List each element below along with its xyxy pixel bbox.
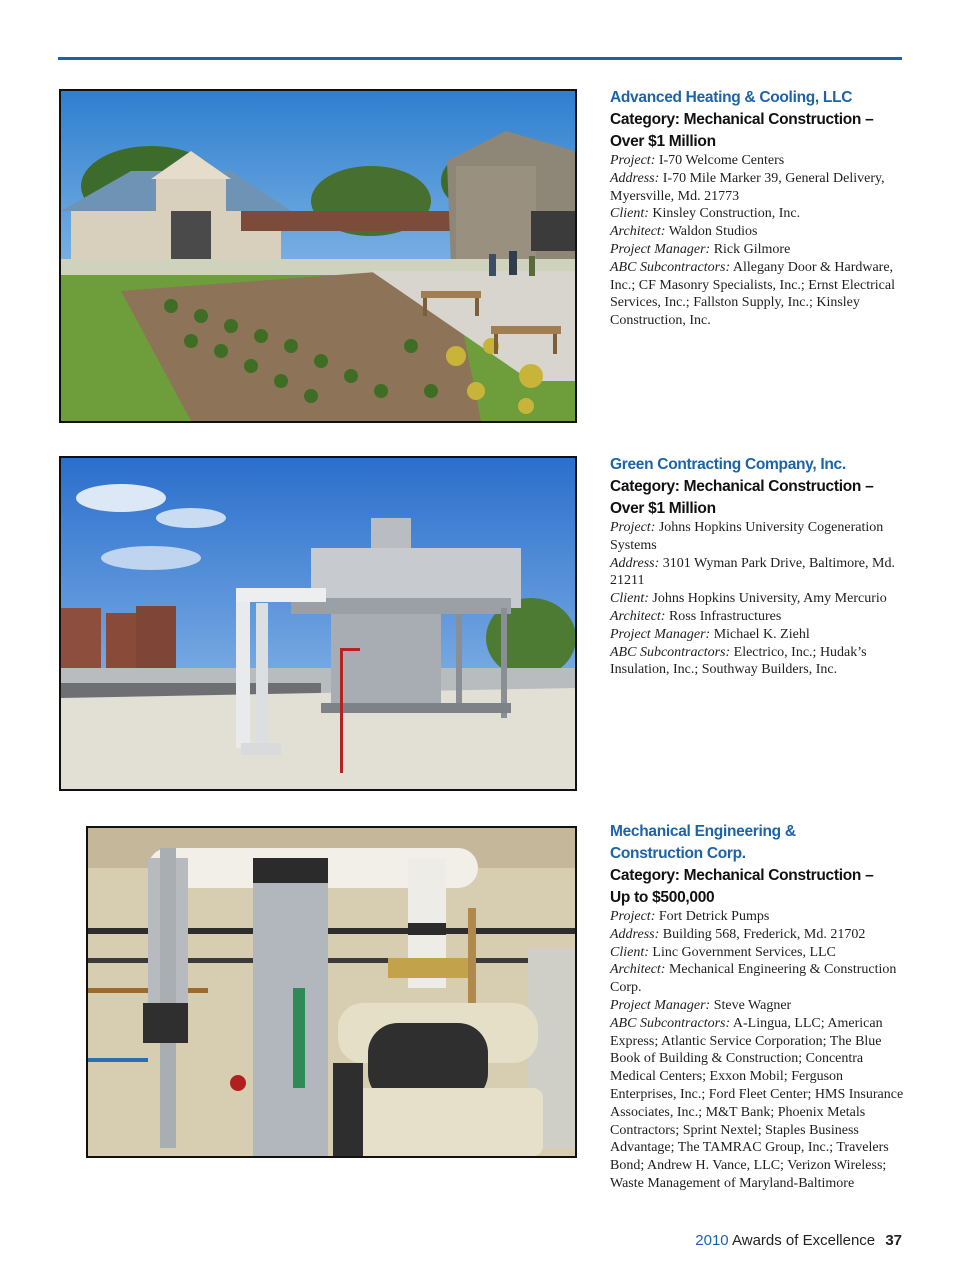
- project-line: [610, 152, 910, 170]
- project-line: [610, 519, 910, 555]
- project-value: Johns Hopkins University Cogeneration Systems: [610, 520, 884, 553]
- address-label: Address:: [610, 926, 660, 942]
- page-number: 37: [885, 1232, 902, 1249]
- project-manager-value: Michael K. Ziehl: [713, 626, 810, 642]
- project-manager-line: [610, 241, 910, 259]
- subcontractors-value: Allegany Door & Hardware, Inc.; CF Masonry Specialists, Inc.; Ernst Electrical Services, Inc.; Fallston Supply, Inc.; Kinsley Construction, Inc.: [610, 259, 895, 329]
- client-line: [610, 944, 910, 962]
- project-manager-line: [610, 997, 910, 1015]
- project-value: I-70 Welcome Centers: [658, 153, 785, 168]
- page-footer: [695, 1232, 902, 1249]
- address-line: [610, 555, 910, 591]
- company-name: Advanced Heating & Cooling, LLC: [610, 89, 853, 106]
- subcontractors-value: A-Lingua, LLC; American Express; Atlantic Service Corporation; The Blue Book of Building & Construction; Concentra Medical Centers; Exxon Mobil; Ferguson Enterprises, Inc.; Ford Fleet Center; HMS Insurance Associates, Inc.; M&T Bank; Phoenix Metals Contractors; Sprint Nextel; Staples Business Advantage; The TAMRAC Group, Inc.; Travelers Bond; Andrew H. Vance, LLC; Verizon Wireless; Waste Management of Maryland-Baltimore: [610, 1015, 904, 1191]
- entry-details: [610, 152, 910, 330]
- client-value: Linc Government Services, LLC: [652, 944, 836, 960]
- pump-room-photo: [86, 826, 577, 1158]
- address-label: Address:: [610, 555, 660, 571]
- company-name: Green Contracting Company, Inc.: [610, 456, 846, 473]
- client-label: Client:: [610, 944, 649, 960]
- project-line: [610, 908, 910, 926]
- cogeneration-rooftop-photo: [59, 456, 577, 791]
- project-manager-value: Steve Wagner: [713, 997, 792, 1013]
- company-name-line1: Mechanical Engineering &: [610, 823, 796, 840]
- category-line: Category: Mechanical Construction –: [610, 111, 874, 128]
- welcome-center-photo: [59, 89, 577, 423]
- subcontractors-label: ABC Subcontractors:: [610, 1015, 731, 1031]
- category-amount: Up to $500,000: [610, 888, 715, 906]
- address-line: [610, 926, 910, 944]
- client-label: Client:: [610, 206, 649, 222]
- subcontractors-line: [610, 644, 910, 680]
- project-value: Fort Detrick Pumps: [658, 909, 770, 924]
- header-rule: [58, 57, 902, 60]
- award-entry-2: [610, 454, 910, 679]
- entry-details: [610, 908, 910, 1193]
- project-manager-line: [610, 626, 910, 644]
- project-label: Project:: [610, 153, 656, 168]
- architect-line: [610, 961, 910, 997]
- architect-label: Architect:: [610, 962, 666, 978]
- subcontractors-label: ABC Subcontractors:: [610, 644, 731, 660]
- category-line: Category: Mechanical Construction –: [610, 478, 874, 495]
- address-value: Building 568, Frederick, Md. 21702: [662, 926, 866, 942]
- architect-value: Mechanical Engineering & Construction Corp.: [610, 962, 897, 996]
- architect-line: [610, 223, 910, 241]
- subcontractors-line: [610, 259, 910, 330]
- address-line: [610, 170, 910, 206]
- award-entry-3: [610, 821, 910, 1193]
- architect-line: [610, 608, 910, 626]
- category-amount: Over $1 Million: [610, 499, 716, 517]
- architect-value: Ross Infrastructures: [668, 608, 782, 624]
- client-value: Kinsley Construction, Inc.: [652, 206, 801, 222]
- footer-year: 2010: [695, 1232, 729, 1249]
- architect-value: Waldon Studios: [668, 224, 758, 240]
- project-label: Project:: [610, 909, 656, 924]
- project-manager-label: Project Manager:: [610, 626, 711, 642]
- architect-label: Architect:: [610, 608, 666, 624]
- client-value: Johns Hopkins University, Amy Mercurio: [652, 591, 887, 607]
- footer-title: Awards of Excellence: [732, 1232, 876, 1249]
- project-label: Project:: [610, 520, 656, 535]
- subcontractors-value: Electrico, Inc.; Hudak’s Insulation, Inc.; Southway Builders, Inc.: [610, 644, 867, 678]
- client-line: [610, 590, 910, 608]
- address-value: 3101 Wyman Park Drive, Baltimore, Md. 21211: [610, 555, 895, 589]
- project-manager-label: Project Manager:: [610, 997, 711, 1013]
- subcontractors-label: ABC Subcontractors:: [610, 259, 731, 275]
- project-manager-value: Rick Gilmore: [713, 241, 791, 257]
- category-line: Category: Mechanical Construction –: [610, 867, 874, 884]
- subcontractors-line: [610, 1015, 910, 1193]
- architect-label: Architect:: [610, 224, 666, 240]
- entry-details: [610, 519, 910, 679]
- address-label: Address:: [610, 170, 660, 186]
- award-entry-1: [610, 87, 910, 330]
- company-name-line2: Construction Corp.: [610, 845, 746, 862]
- client-label: Client:: [610, 591, 649, 607]
- project-manager-label: Project Manager:: [610, 241, 711, 257]
- address-value: I-70 Mile Marker 39, General Delivery, Myersville, Md. 21773: [610, 170, 885, 204]
- client-line: [610, 205, 910, 223]
- category-amount: Over $1 Million: [610, 132, 716, 150]
